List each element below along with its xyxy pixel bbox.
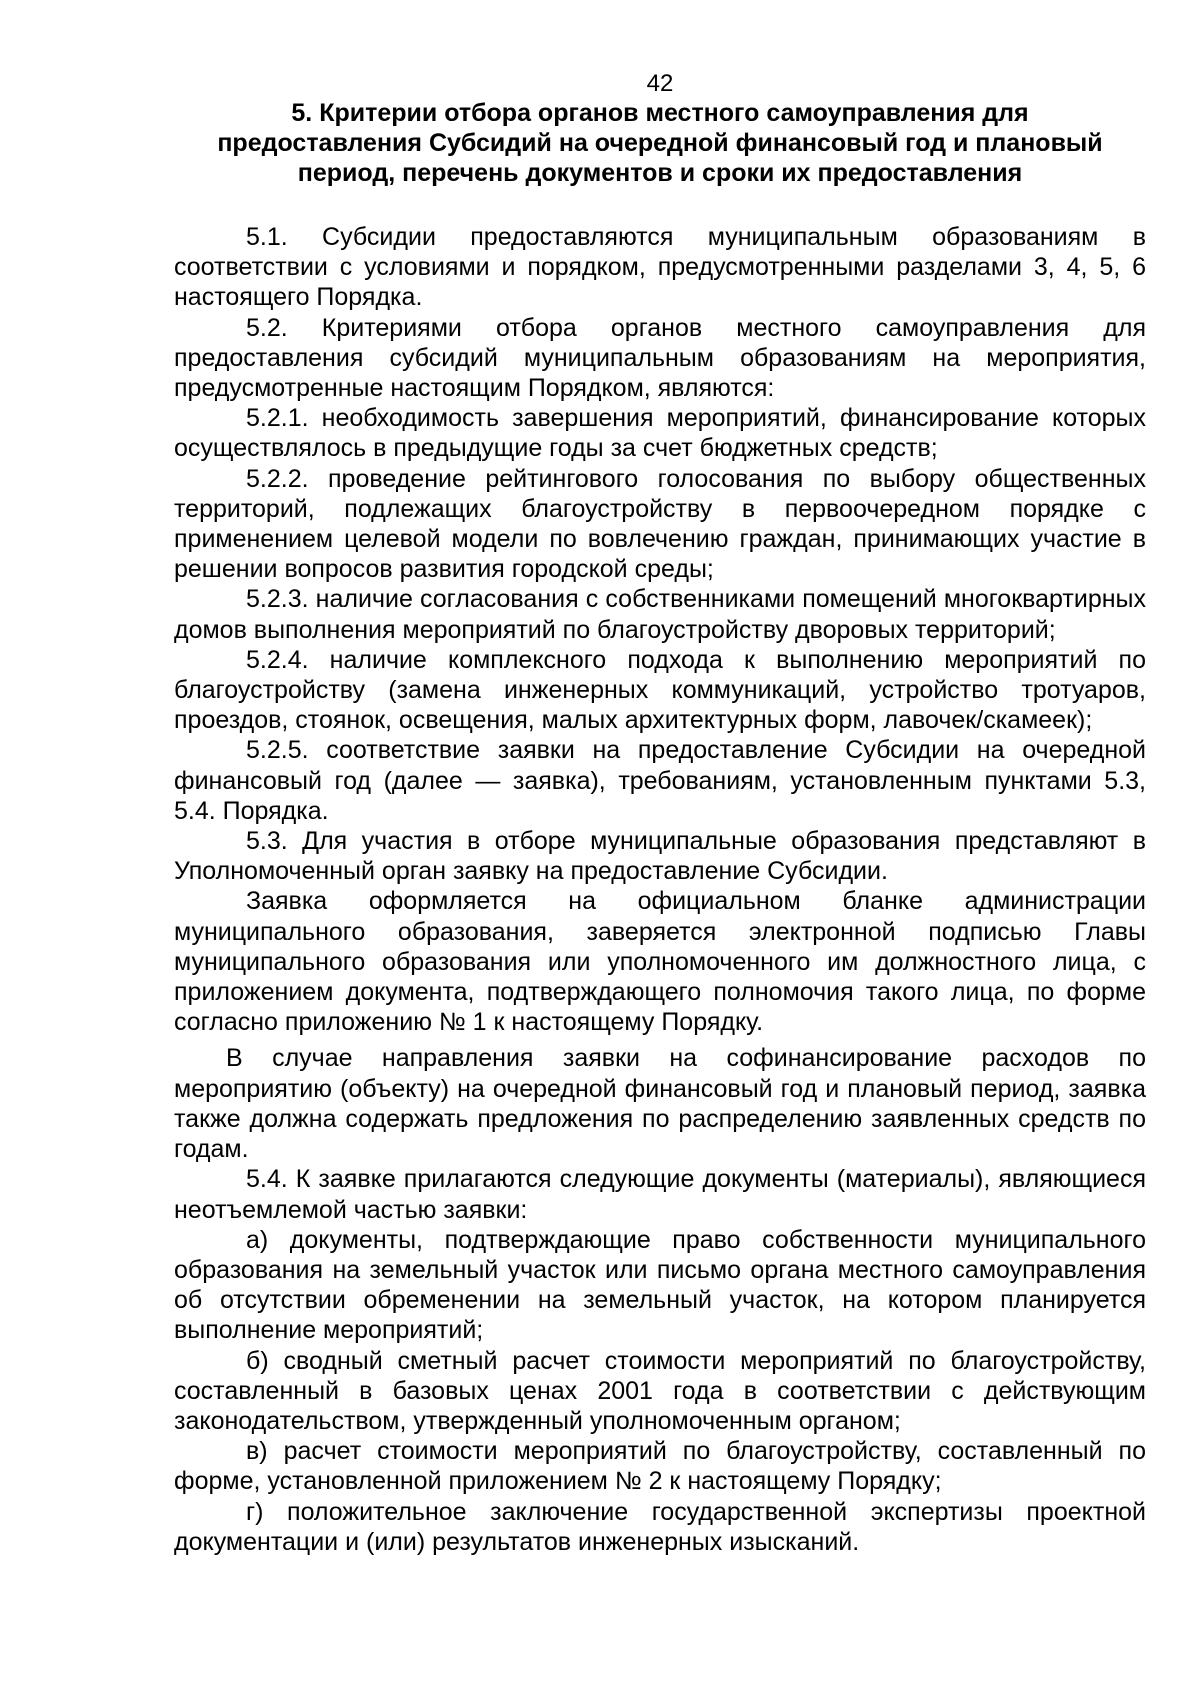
list-item-v: в) расчет стоимости мероприятий по благоустройству, составленный по форме, установленной приложением № 2 к настоящему Порядку; [174,1437,1146,1496]
paragraph-5-3: 5.3. Для участия в отборе муниципальные образования представляют в Уполномоченный орган заявку на предоставление Субсидии. [174,827,1146,886]
document-body [174,222,1146,1557]
page-number: 42 [646,70,674,97]
section-title-line: предоставления Субсидий на очередной финансовый год и плановый [217,129,1103,157]
paragraph-5-1: 5.1. Субсидии предоставляются муниципальным образованиям в соответствии с условиями и порядком, предусмотренными разделами 3, 4, 5, 6 настоящего Порядка. [174,223,1146,312]
paragraph-5-2-5: 5.2.5. соответствие заявки на предоставление Субсидии на очередной финансовый год (далее — заявка), требованиям, установленным пунктами 5.3, 5.4. Порядка. [174,736,1146,825]
paragraph-5-2-2: 5.2.2. проведение рейтингового голосования по выбору общественных территорий, подлежащих благоустройству в первоочередном порядке с применением целевой модели по вовлечению граждан, принимающих участие в решении вопросов развития городской среды; [174,464,1146,584]
paragraph-5-2: 5.2. Критериями отбора органов местного самоуправления для предоставления субсидий муниципальным образованиям на мероприятия, предусмотренные настоящим Порядком, являются: [174,313,1146,403]
list-item-g: г) положительное заключение государственной экспертизы проектной документации и (или) результатов инженерных изысканий. [174,1497,1146,1556]
paragraph-5-4: 5.4. К заявке прилагаются следующие документы (материалы), являющиеся неотъемлемой частью заявки: [174,1165,1146,1224]
paragraph-5-2-3: 5.2.3. наличие согласования с собственниками помещений многоквартирных домов выполнения мероприятий по благоустройству дворовых территорий; [174,585,1146,644]
section-title-line: 5. Критерии отбора органов местного самоуправления для [291,99,1029,127]
list-item-a: а) документы, подтверждающие право собственности муниципального образования на земельный участок или письмо органа местного самоуправления об отсутствии обременении на земельный участок, на котором планируется выполнение мероприятий; [174,1225,1146,1345]
paragraph-application-form: Заявка оформляется на официальном бланке администрации муниципального образования, заверяется электронной подписью Главы муниципального образования или уполномоченного им должностного лица, с приложением документа, подтверждающего полномочия такого лица, по форме согласно приложению № 1 к настоящему Порядку. [174,887,1146,1037]
document-page [174,70,1146,1557]
paragraph-5-2-4: 5.2.4. наличие комплексного подхода к выполнению мероприятий по благоустройству (замена инженерных коммуникаций, устройство тротуаров, проездов, стоянок, освещения, малых архитектурных форм, лавочек/скамеек); [174,645,1146,735]
list-item-b: б) сводный сметный расчет стоимости мероприятий по благоустройству, составленный в базовых ценах 2001 года в соответствии с действующим законодательством, утвержденный уполномоченным органом; [174,1346,1146,1435]
section-title-line: период, перечень документов и сроки их предоставления [297,159,1023,187]
paragraph-5-2-1: 5.2.1. необходимость завершения мероприятий, финансирование которых осуществлялось в предыдущие годы за счет бюджетных средств; [174,404,1146,463]
paragraph-cofinancing: В случае направления заявки на софинансирование расходов по мероприятию (объекту) на очередной финансовый год и плановый период, заявка также должна содержать предложения по распределению заявленных средств по годам. [174,1044,1146,1164]
section-title [174,98,1146,188]
